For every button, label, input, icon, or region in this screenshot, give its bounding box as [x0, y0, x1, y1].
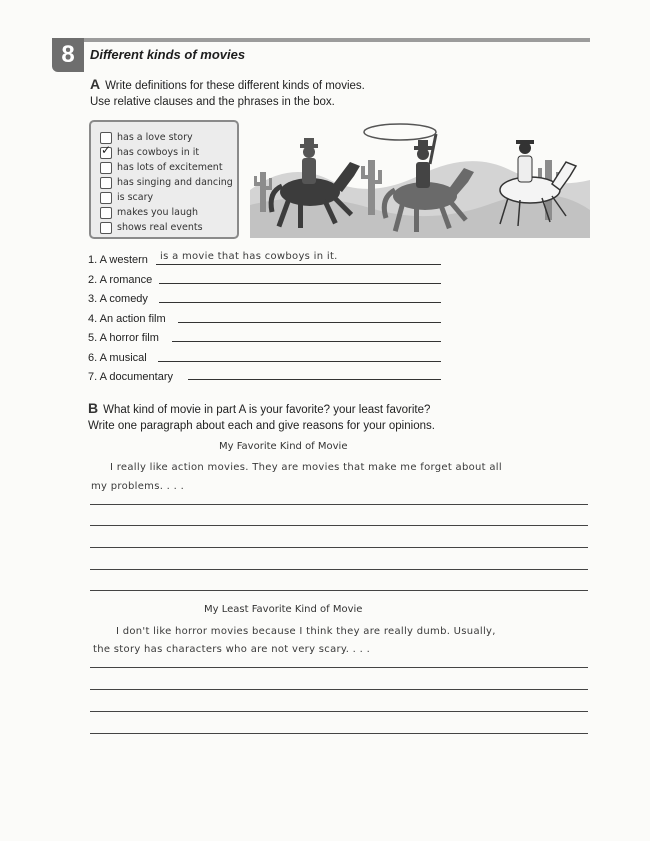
writing-line[interactable]: [90, 590, 588, 591]
phrase-item[interactable]: [100, 131, 193, 144]
least-favorite-paragraph-line-1: I don't like horror movies because I think they are really dumb. Usually,: [116, 626, 496, 637]
phrase-item[interactable]: [100, 142, 200, 159]
exercise-item-1: [88, 254, 148, 266]
exercise-item-5: [88, 332, 159, 344]
checkbox[interactable]: [100, 222, 112, 234]
item-label: 1. A western: [88, 254, 148, 266]
writing-line[interactable]: [90, 667, 588, 668]
answer-line-4[interactable]: [178, 322, 441, 323]
section-header-rule: [84, 38, 590, 42]
answer-text-1: is a movie that has cowboys in it.: [160, 251, 338, 262]
exercise-item-6: [88, 352, 147, 364]
phrase-box: [89, 120, 239, 239]
exercise-item-4: [88, 313, 166, 325]
part-a-instruction-line-1: Write definitions for these different kinds of movies.: [105, 80, 365, 92]
phrase-item[interactable]: [100, 176, 233, 189]
phrase-text: has a love story: [117, 132, 193, 143]
writing-line[interactable]: [90, 711, 588, 712]
answer-line-5[interactable]: [172, 341, 441, 342]
answer-line-7[interactable]: [188, 379, 441, 380]
cowboys-on-horses-illustration: [250, 120, 590, 238]
favorite-paragraph-title: My Favorite Kind of Movie: [219, 441, 348, 452]
part-b-instruction-line-1: What kind of movie in part A is your favorite? your least favorite?: [103, 404, 431, 416]
checkbox[interactable]: [100, 177, 112, 189]
answer-line-2[interactable]: [159, 283, 441, 284]
exercise-item-2: [88, 274, 152, 286]
item-label: 7. A documentary: [88, 371, 173, 383]
item-label: 3. A comedy: [88, 293, 148, 305]
section-number-badge: 8: [52, 38, 84, 72]
checkbox[interactable]: [100, 192, 112, 204]
phrase-item[interactable]: [100, 221, 203, 234]
item-label: 2. A romance: [88, 274, 153, 286]
item-label: 6. A musical: [88, 352, 147, 364]
phrase-text: makes you laugh: [117, 207, 199, 218]
part-b-instructions: [88, 400, 435, 434]
phrase-text: has cowboys in it: [117, 147, 200, 158]
phrase-text: has lots of excitement: [117, 162, 223, 173]
checkbox[interactable]: [100, 162, 112, 174]
phrase-text: shows real events: [117, 222, 203, 233]
answer-line-3[interactable]: [159, 302, 441, 303]
checkbox-checked[interactable]: [100, 142, 112, 159]
writing-line[interactable]: [90, 733, 588, 734]
writing-line[interactable]: [90, 569, 588, 570]
favorite-paragraph-line-2: my problems. . . .: [91, 481, 185, 492]
phrase-text: is scary: [117, 192, 154, 203]
part-b-letter: B: [88, 400, 99, 416]
part-a-instruction-line-2: Use relative clauses and the phrases in the box.: [90, 96, 335, 108]
item-label: 5. A horror film: [88, 332, 159, 344]
phrase-text: has singing and dancing: [117, 177, 233, 188]
part-a-letter: A: [90, 76, 101, 92]
part-a-instructions: [90, 76, 365, 110]
item-label: 4. An action film: [88, 313, 166, 325]
answer-line-1[interactable]: [156, 264, 441, 265]
section-title: Different kinds of movies: [90, 47, 246, 62]
phrase-item[interactable]: [100, 191, 153, 204]
favorite-paragraph-line-1: I really like action movies. They are movies that make me forget about all: [110, 462, 502, 473]
least-favorite-paragraph-line-2: the story has characters who are not very scary. . . .: [93, 644, 371, 655]
writing-line[interactable]: [90, 547, 588, 548]
exercise-item-3: [88, 293, 148, 305]
checkmark-icon: ✓: [101, 142, 112, 157]
exercise-item-7: [88, 371, 173, 383]
writing-line[interactable]: [90, 689, 588, 690]
phrase-item[interactable]: [100, 161, 223, 174]
answer-line-6[interactable]: [158, 361, 441, 362]
writing-line[interactable]: [90, 525, 588, 526]
part-b-instruction-line-2: Write one paragraph about each and give reasons for your opinions.: [88, 420, 435, 432]
checkbox[interactable]: [100, 207, 112, 219]
phrase-item[interactable]: [100, 206, 198, 219]
writing-line[interactable]: [90, 504, 588, 505]
least-favorite-paragraph-title: My Least Favorite Kind of Movie: [204, 604, 363, 615]
